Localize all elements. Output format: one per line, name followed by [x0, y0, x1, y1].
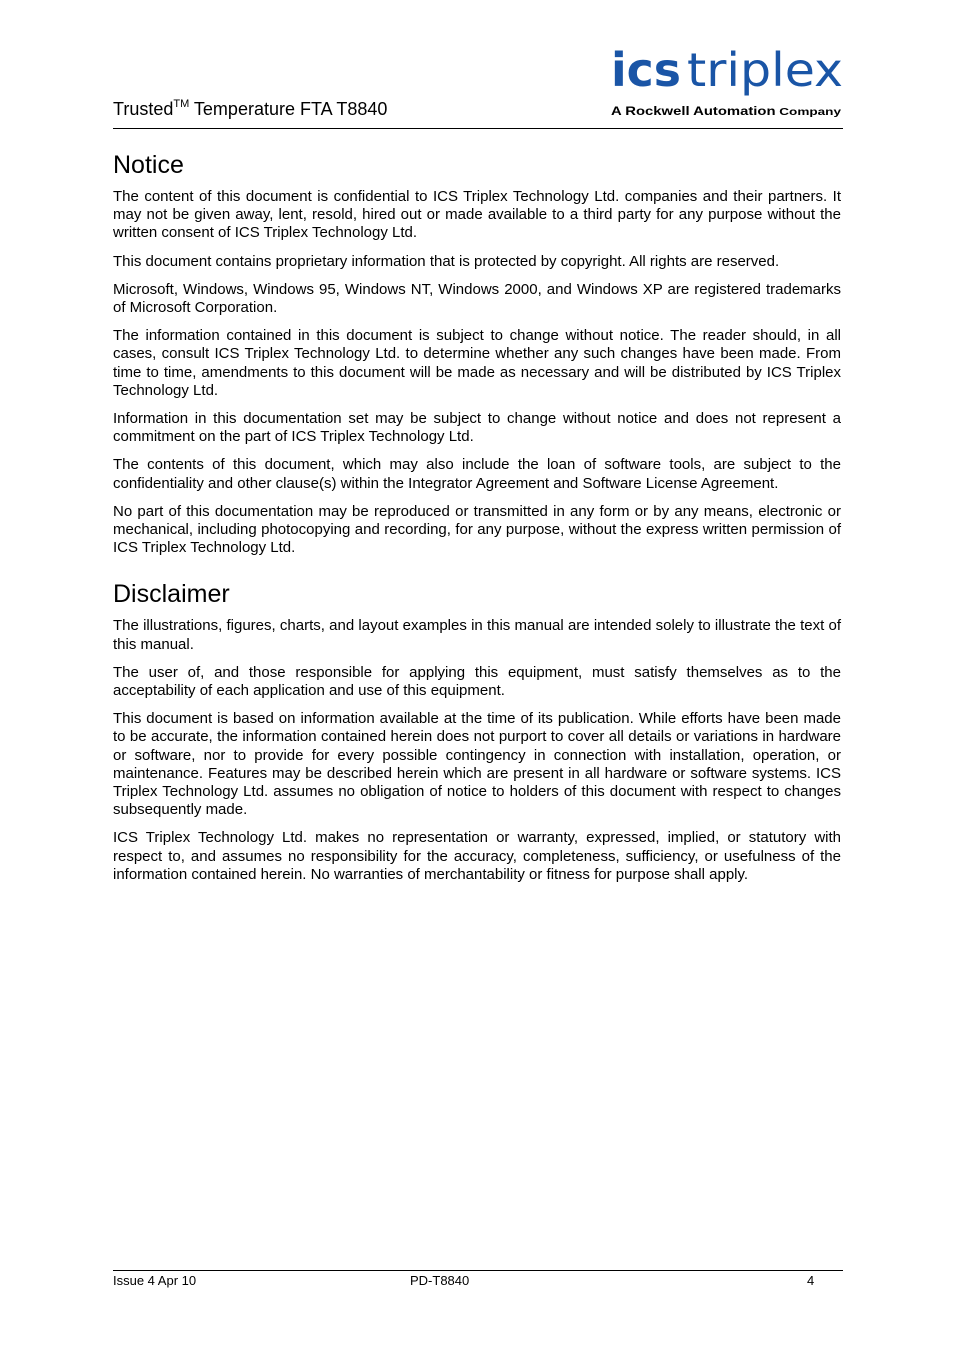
footer-issue: Issue 4 Apr 10: [113, 1273, 197, 1288]
notice-heading: Notice: [113, 151, 184, 179]
notice-paragraph: Microsoft, Windows, Windows 95, Windows NT, Windows 2000, and Windows XP are registered trademarks of Microsoft Corporation.: [113, 280, 841, 317]
logo-tagline-bold: A Rockwell Automation: [611, 106, 739, 118]
disclaimer-paragraph: The user of, and those responsible for applying this equipment, must satisfy themselves as to the acceptability of each application and use of this equipment.: [113, 663, 841, 700]
notice-paragraph: Information in this documentation set may be subject to change without notice and does not represent a commitment on the part of ICS Triplex Technology Ltd.: [113, 410, 841, 446]
logo-ics-text: ics: [611, 44, 681, 97]
title-pre: Trusted: [113, 99, 174, 119]
page-header: [113, 40, 843, 129]
disclaimer-paragraph: The illustrations, figures, charts, and layout examples in this manual are intended solely to illustrate the text of this manual.: [113, 617, 841, 653]
title-post: Temperature FTA T8840: [189, 99, 388, 119]
footer-page-number: 4: [807, 1273, 815, 1288]
logo-tagline-rest: Company: [775, 106, 827, 118]
page-footer: [113, 1270, 843, 1293]
disclaimer-paragraph: ICS Triplex Technology Ltd. makes no representation or warranty, expressed, implied, or statutory with respect to, and assumes no responsibility for the accuracy, completeness, sufficiency, or usefulness of the information contained herein. No warranties of merchantability or fitness for purpose shall apply.: [113, 829, 841, 883]
notice-paragraph: The information contained in this document is subject to change without notice. The reader should, in all cases, consult ICS Triplex Technology Ltd. to determine whether any such changes have been made. From time to time, amendments to this document will be made as necessary and will be distributed by ICS Triplex Technology Ltd.: [113, 327, 841, 399]
notice-paragraph: The content of this document is confidential to ICS Triplex Technology Ltd. companies and their partners. It may not be given away, lent, resold, hired out or made available to a third party for any purpose without the written consent of ICS Triplex Technology Ltd.: [113, 188, 841, 242]
trademark-superscript: TM: [173, 98, 190, 110]
logo-tagline: [611, 106, 841, 118]
page-content: [113, 150, 841, 894]
footer-doc-id: PD-T8840: [410, 1273, 470, 1288]
logo-triplex-text: triplex: [687, 44, 843, 97]
notice-paragraph: The contents of this document, which may also include the loan of software tools, are subject to the confidentiality and other clause(s) within the Integrator Agreement and Software License Agreement.: [113, 456, 841, 492]
disclaimer-paragraph: This document is based on information available at the time of its publication. While efforts have been made to be accurate, the information contained herein does not purport to cover all details or variations in hardware or software, nor to provide for every possible contingency in connection with installation, operation, or maintenance. Features may be described herein which are present in all hardware or software systems. ICS Triplex Technology Ltd. assumes no obligation of notice to holders of this document with respect to changes subsequently made.: [113, 710, 841, 819]
notice-paragraph: This document contains proprietary information that is protected by copyright. All rights are reserved.: [113, 252, 780, 270]
document-title: [113, 98, 387, 120]
disclaimer-heading: Disclaimer: [113, 580, 230, 609]
notice-paragraph: No part of this documentation may be reproduced or transmitted in any form or by any means, electronic or mechanical, including photocopying and recording, for any purpose, without the express written permission of ICS Triplex Technology Ltd.: [113, 502, 841, 557]
ics-triplex-logo: [611, 44, 843, 120]
